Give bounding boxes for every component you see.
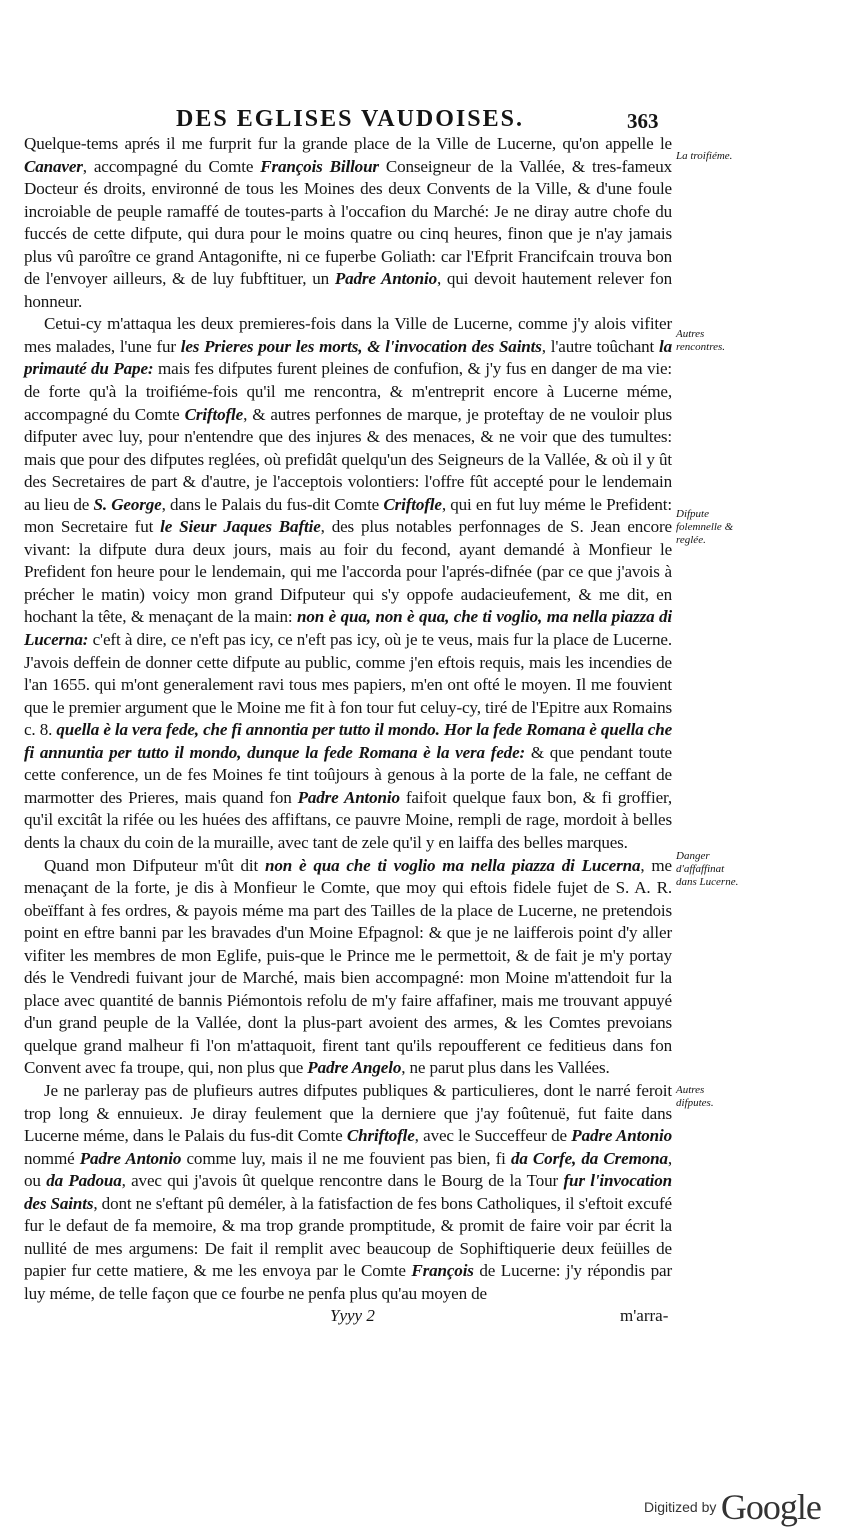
text-run: , des plus notables perfonnages de S. Jean encore vivant: la difpute dura deux jours, mais au foir du fecond, ayant demandé à Monfieur le Prefident fon heure pour le lendemain, qui me l'accorda pour l'aprés-difnée (par ce que j'avois à précher le matin) voicy mon grand Difputeur qui s'y oppofe audacieufement, & me dit, en hochant la tête, & menaçant de la main: bbox=[24, 517, 672, 627]
google-logo: Google bbox=[720, 1487, 821, 1527]
marginal-note-3: Difpute folemnelle & reglée. bbox=[676, 508, 734, 546]
italic-run: François Billour bbox=[260, 156, 379, 176]
marginal-note-1: La troifiéme. bbox=[676, 150, 733, 162]
italic-run: la primauté du Pape: bbox=[24, 336, 672, 379]
italic-run: Padre Antonio bbox=[297, 787, 400, 807]
signature-mark: Yyyy 2 bbox=[330, 1306, 375, 1325]
page-number: 363 bbox=[627, 109, 659, 133]
text-run: , ne parut plus dans les Vallées. bbox=[401, 1058, 610, 1078]
text-run: , avec qui j'avois ût quelque rencontre dans le Bourg de la Tour bbox=[121, 1171, 564, 1191]
text-run: & que pendant toute cette conference, un de fes Moines fe tint toûjours à genous à la porte de la fale, ne ceffant de marmotter des Prieres, mais quand fon bbox=[24, 742, 672, 807]
italic-run: quella è la vera fede, che fi annontia per tutto il mondo. Hor la fede Romana è quella che fi annuntia per tutto il mondo, dunque la fede Romana è la vera fede: bbox=[24, 720, 673, 762]
running-head: DES EGLISES VAUDOISES. bbox=[176, 106, 524, 132]
italic-run: Padre Antonio bbox=[571, 1126, 672, 1146]
text-run: Cetui-cy m'attaqua les deux premieres-fois dans la Ville de Lucerne, comme j'y alois vifiter mes malades, l'une fur bbox=[24, 314, 672, 356]
text-run: mais fes difputes furent pleines de confufion, & j'y fus en danger de ma vie: de forte qu'à la troifiéme-fois qu'il me rencontra, & m'entreprit encore à Lucerne méme, accompagné du Comte bbox=[24, 359, 673, 424]
paragraph bbox=[24, 133, 672, 313]
italic-run: Padre Antonio bbox=[334, 269, 437, 289]
italic-run: François bbox=[411, 1261, 474, 1281]
text-run: , avec le Succeffeur de bbox=[414, 1126, 572, 1146]
italic-run: Padre Antonio bbox=[79, 1148, 182, 1168]
text-run: , qui devoit hautement relever fon honneur. bbox=[24, 269, 672, 311]
text-run: , me menaçant de la forte, je dis à Monfieur le Comte, que moy qui eftois fidele fujet de S. A. R. obeïffant à fes ordres, & payois méme ma part des Tailles de la place de Lucerne, ne pretendois point en eftre banni par les bravades d'un Moine Efpagnol: & que je ne laifferois point d'y aller vifiter les membres de mon Eglife, puis-que le Prince me le permettoit, & de fait je m'y portay dés le Vendredi fuivant jour de Marché, mais bien accompagné: mon Moine m'attendoit fur la place avec quantité de bannis Piémontois refolu de m'y faire affafiner, mais me trouvant appuyé d'un grand peuple de la Vallée, dont la plus-part avoient des armes, & les Comtes prevoians quelque grand malheur fi l'on m'attaquoit, firent tant qu'ils repoufferent ce feditieus dans fon Convent avec fa troupe, qui, non plus que bbox=[24, 855, 672, 1078]
text-run: de Lucerne: j'y répondis par luy méme, de telle façon que ce fourbe ne penfa plus qu'au moyen de bbox=[24, 1261, 672, 1303]
text-run: , dont ne s'eftant pû deméler, à la fatisfaction de fes bons Catholiques, il s'eftoit excufé fur le defaut de fa memoire, & ma trop grande promptitude, & promit de faire voir par écrit la nullité de mes argumens: De fait il remplit avec beaucoup de Sophiftiquerie deux feüilles de papier fur cette matiere, & me les envoya par le Comte bbox=[24, 1193, 672, 1281]
italic-run: da Corfe, da Cremona bbox=[510, 1148, 668, 1168]
italic-run: non è qua, non è qua, che ti voglio, ma nella piazza di Lucerna: bbox=[24, 607, 672, 650]
italic-run: da Padoua bbox=[46, 1171, 122, 1191]
text-run: nommé bbox=[24, 1148, 80, 1168]
text-run: , qui en fut luy méme le Prefident: mon Secretaire fut bbox=[24, 494, 673, 537]
italic-run: Criftofle bbox=[383, 494, 442, 514]
text-run: , accompagné du Comte bbox=[82, 156, 261, 176]
paragraph bbox=[24, 855, 672, 1080]
text-run: faifoit quelque faux bon, & fi groffier, qu'il excitât la rifée ou les huées des affiftans, ce pauvre Moine, rempli de rage, mordoit à belles dents la chaux du coin de la muraille, avec tant de zele qu'il y en laiffa des belles marques. bbox=[24, 787, 672, 852]
text-run: Conseigneur de la Vallée, & tres-fameux Docteur és droits, environné de tous les Moines des deux Convents de la Ville, & d'une foule incroiable de peuple ramaffé de toutes-parts à l'occafion du Marché: Je ne diray autre chofe du fuccés de cette difpute, qui dura pour le moins quatre ou cinq heures, finon que je n'ay jamais plus vû paroître ce grand Antagonifte, ni ce fuperbe Goliath: car l'Efprit Francifcain trouva bon de l'envoyer ailleurs, & de luy fubftituer, un bbox=[24, 156, 672, 289]
text-run: c'eft à dire, ce n'eft pas icy, ce n'eft pas icy, où je te veus, mais fur la place de Lucerne. J'avois deffein de donner cette difpute au public, comme j'en eftois requis, mais les incendies de l'an 1655. qui m'ont generalement ravi tous mes papiers, m'en ont ofté le moyen. Il me fouvient que le premier argument que le Moine me fit à fon tour fut celuy-cy, tiré de l'Epitre aux Romains c. 8. bbox=[24, 630, 672, 740]
paragraph bbox=[24, 313, 672, 854]
text-run: Je ne parleray pas de plufieurs autres difputes publiques & particulieres, dont le narré feroit trop long & ennuieux. Je diray feulement que la derniere que j'ay foûtenuë, fut faite dans Lucerne méme, dans le Palais du fus-dit Comte bbox=[24, 1080, 672, 1146]
text-run: , l'autre toûchant bbox=[541, 336, 659, 356]
digitized-by-watermark bbox=[644, 1486, 821, 1528]
text-run: Quand mon Difputeur m'ût dit bbox=[44, 855, 265, 875]
italic-run: Canaver bbox=[24, 156, 83, 176]
text-run: Quelque-tems aprés il me furprit fur la grande place de la Ville de Lucerne, qu'on appelle le bbox=[24, 134, 672, 153]
paragraph bbox=[24, 1080, 672, 1305]
italic-run: S. George bbox=[93, 494, 162, 514]
watermark-prefix: Digitized by bbox=[644, 1499, 717, 1515]
catchword: m'arra- bbox=[620, 1306, 669, 1325]
marginal-note-5: Autres difputes. bbox=[676, 1084, 714, 1109]
italic-run: les Prieres pour les morts, & l'invocation des Saints bbox=[180, 336, 542, 356]
italic-run: Chriftofle bbox=[346, 1126, 415, 1146]
marginal-note-2: Autres rencontres. bbox=[676, 328, 725, 353]
italic-run: Padre Angelo bbox=[307, 1058, 402, 1078]
text-run: , & autres perfonnes de marque, je proteftay de ne vouloir plus difputer avec luy, pour n'entendre que des injures & des menaces, & ne voir que des tumultes: mais que pour des difputes reglées, où prefidât quelqu'un des Seigneurs de la Vallée, & où il y ût des Secretaires de part & d'autre, je l'acceptois volontiers: l'offre fût accepté pour le lendemain au lieu de bbox=[24, 404, 672, 514]
text-run: comme luy, mais il ne me fouvient pas bien, fi bbox=[181, 1148, 511, 1168]
marginal-note-4: Danger d'affaffinat dans Lucerne. bbox=[676, 850, 739, 888]
italic-run: Criftofle bbox=[184, 404, 244, 424]
italic-run: fur l'invocation des Saints bbox=[24, 1171, 673, 1213]
body-text bbox=[24, 133, 672, 1305]
italic-run: non è qua che ti voglio ma nella piazza di Lucerna bbox=[265, 855, 641, 875]
text-run: , dans le Palais du fus-dit Comte bbox=[161, 494, 384, 514]
text-run: , ou bbox=[24, 1148, 672, 1191]
italic-run: le Sieur Jaques Baftie bbox=[160, 517, 321, 537]
